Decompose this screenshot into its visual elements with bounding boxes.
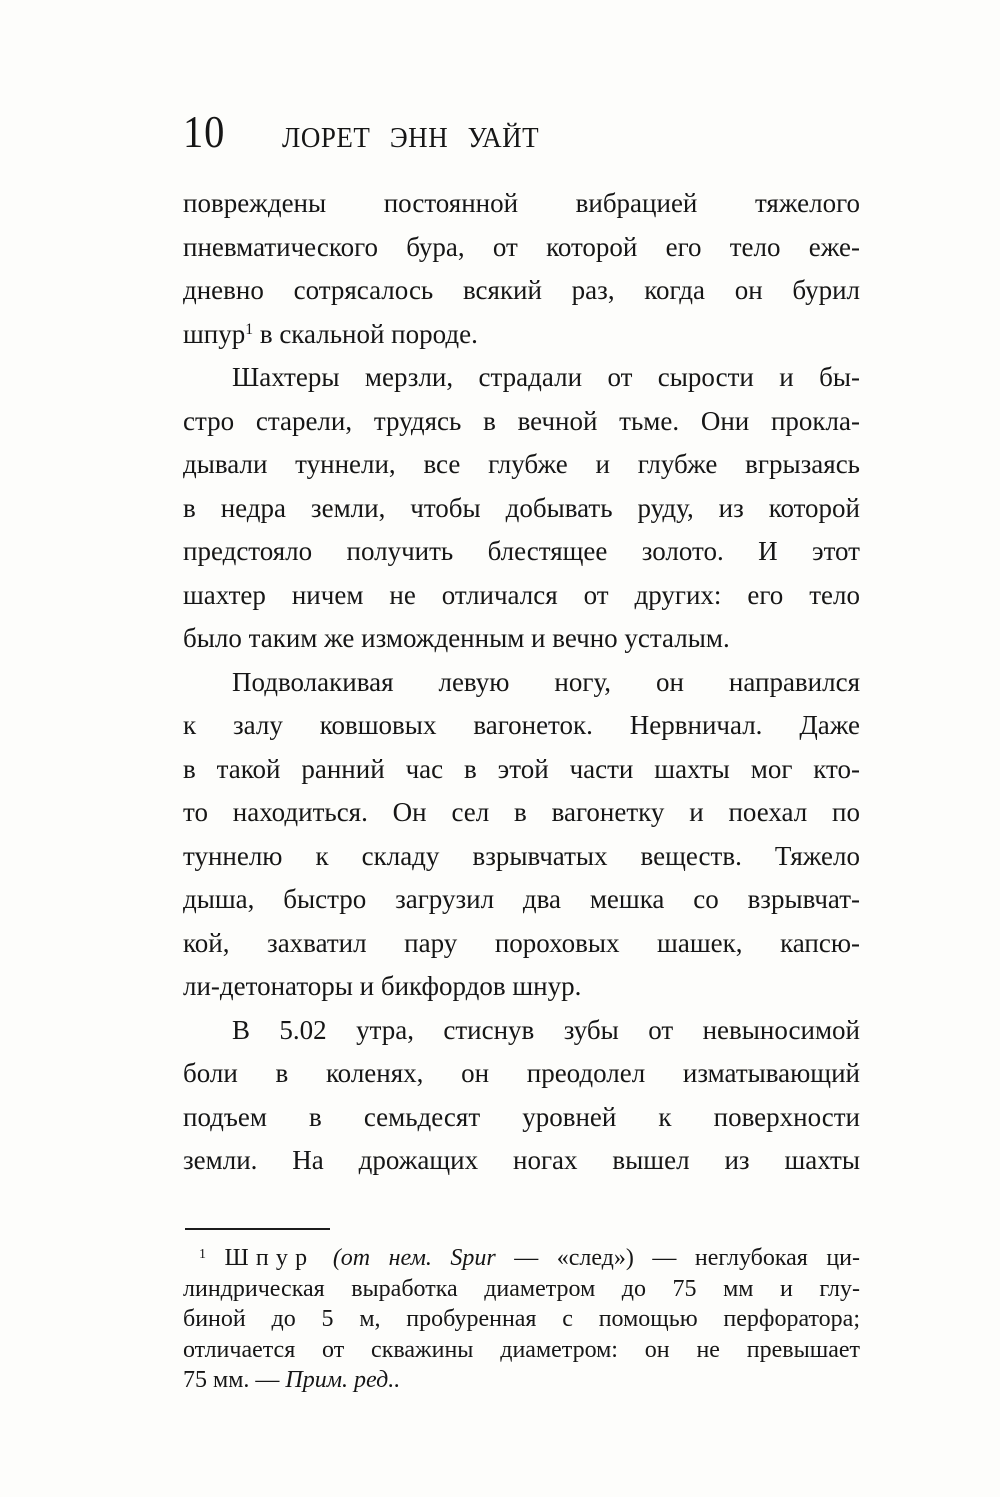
text-run: в недра земли, чтобы добывать руду, из которой: [183, 492, 860, 523]
text-line: [183, 1335, 860, 1366]
paragraph: [183, 1009, 860, 1183]
page-number: 10: [183, 106, 226, 157]
text-line: [183, 269, 860, 313]
text-line: [183, 878, 860, 922]
text-run: дыша, быстро загрузил два мешка со взрывчат-: [183, 884, 860, 914]
text-line: [183, 487, 860, 531]
text-run: биной до 5 м, пробуренная с помощью перфоратора;: [183, 1306, 860, 1332]
body-text: [183, 182, 860, 1183]
text-run: линдрическая выработка диаметром до 75 мм и глу-: [183, 1275, 860, 1302]
text-run: Подволакивая левую ногу, он направился: [232, 666, 860, 697]
running-header: ЛОРЕТ ЭНН УАЙТ: [282, 122, 540, 154]
text-line: [183, 1365, 860, 1396]
text-line: [183, 400, 860, 444]
text-run: Шпур: [224, 1245, 315, 1271]
text-line: [183, 313, 860, 357]
text-run: в скальной породе.: [253, 318, 478, 349]
text-run: кой, захватил пару пороховых шашек, капсю-: [183, 927, 860, 958]
text-line: [183, 835, 860, 879]
text-line: [183, 530, 860, 574]
footnote-reference-mark: 1: [245, 321, 254, 339]
text-run: ли-детонаторы и бикфордов шнур.: [183, 971, 582, 1001]
text-run: 75 мм. —: [183, 1367, 286, 1393]
text-line: [183, 965, 860, 1009]
footnote-reference-mark: 1: [199, 1246, 206, 1262]
text-run: Шахтеры мерзли, страдали от сырости и бы-: [232, 362, 860, 392]
text-line: [183, 704, 860, 748]
text-line: [183, 1243, 860, 1274]
text-run: в такой ранний час в этой части шахты мог кто-: [183, 753, 860, 784]
text-run: стро старели, трудясь в вечной тьме. Они прокла-: [183, 405, 860, 436]
paragraph: [183, 356, 860, 661]
italic-text-run: (от нем. Spur: [332, 1245, 496, 1271]
text-run: туннелю к складу взрывчатых веществ. Тяжело: [183, 840, 860, 871]
text-line: [183, 356, 860, 400]
text-line: [183, 1052, 860, 1096]
text-line: [183, 443, 860, 487]
text-line: [183, 1304, 860, 1335]
text-run: — «след») — неглубокая ци-: [495, 1245, 861, 1271]
footnote: [183, 1243, 860, 1396]
text-line: [183, 791, 860, 835]
text-run: подъем в семьдесят уровней к поверхности: [183, 1101, 860, 1132]
page-header: [183, 106, 559, 157]
text-run: дневно сотрясалось всякий раз, когда он бурил: [183, 275, 860, 305]
text-line: [183, 1009, 860, 1053]
text-line: [183, 1139, 860, 1183]
paragraph: [183, 661, 860, 1009]
text-line: [183, 748, 860, 792]
text-line: [183, 617, 860, 661]
text-run: пневматического бура, от которой его тело еже-: [183, 231, 860, 262]
text-line: [183, 1274, 860, 1305]
text-line: [183, 182, 860, 226]
text-run: то находиться. Он сел в вагонетку и поехал по: [183, 797, 860, 827]
text-run: отличается от скважины диаметром: он не превышает: [183, 1336, 860, 1363]
text-line: [183, 661, 860, 705]
text-run: было таким же изможденным и вечно усталым.: [183, 623, 730, 653]
paragraph: [183, 182, 860, 356]
text-run: [314, 1245, 333, 1271]
text-run: шпур: [183, 318, 246, 349]
text-line: [183, 226, 860, 270]
text-line: [183, 574, 860, 618]
text-run: дывали туннели, все глубже и глубже вгрызаясь: [183, 449, 860, 479]
text-run: предстояло получить блестящее золото. И этот: [183, 536, 860, 566]
italic-text-run: Прим. ред..: [285, 1367, 401, 1393]
text-run: шахтер ничем не отличался от других: его тело: [183, 579, 860, 610]
text-line: [183, 1096, 860, 1140]
text-line: [183, 922, 860, 966]
text-run: [206, 1245, 225, 1271]
text-run: В 5.02 утра, стиснув зубы от невыносимой: [232, 1014, 860, 1045]
text-run: повреждены постоянной вибрацией тяжелого: [183, 188, 860, 218]
text-run: к залу ковшовых вагонеток. Нервничал. Даже: [183, 710, 860, 740]
text-run: боли в коленях, он преодолел изматывающий: [183, 1058, 860, 1088]
text-run: земли. На дрожащих ногах вышел из шахты: [183, 1145, 860, 1175]
footnote-separator: [185, 1228, 330, 1230]
